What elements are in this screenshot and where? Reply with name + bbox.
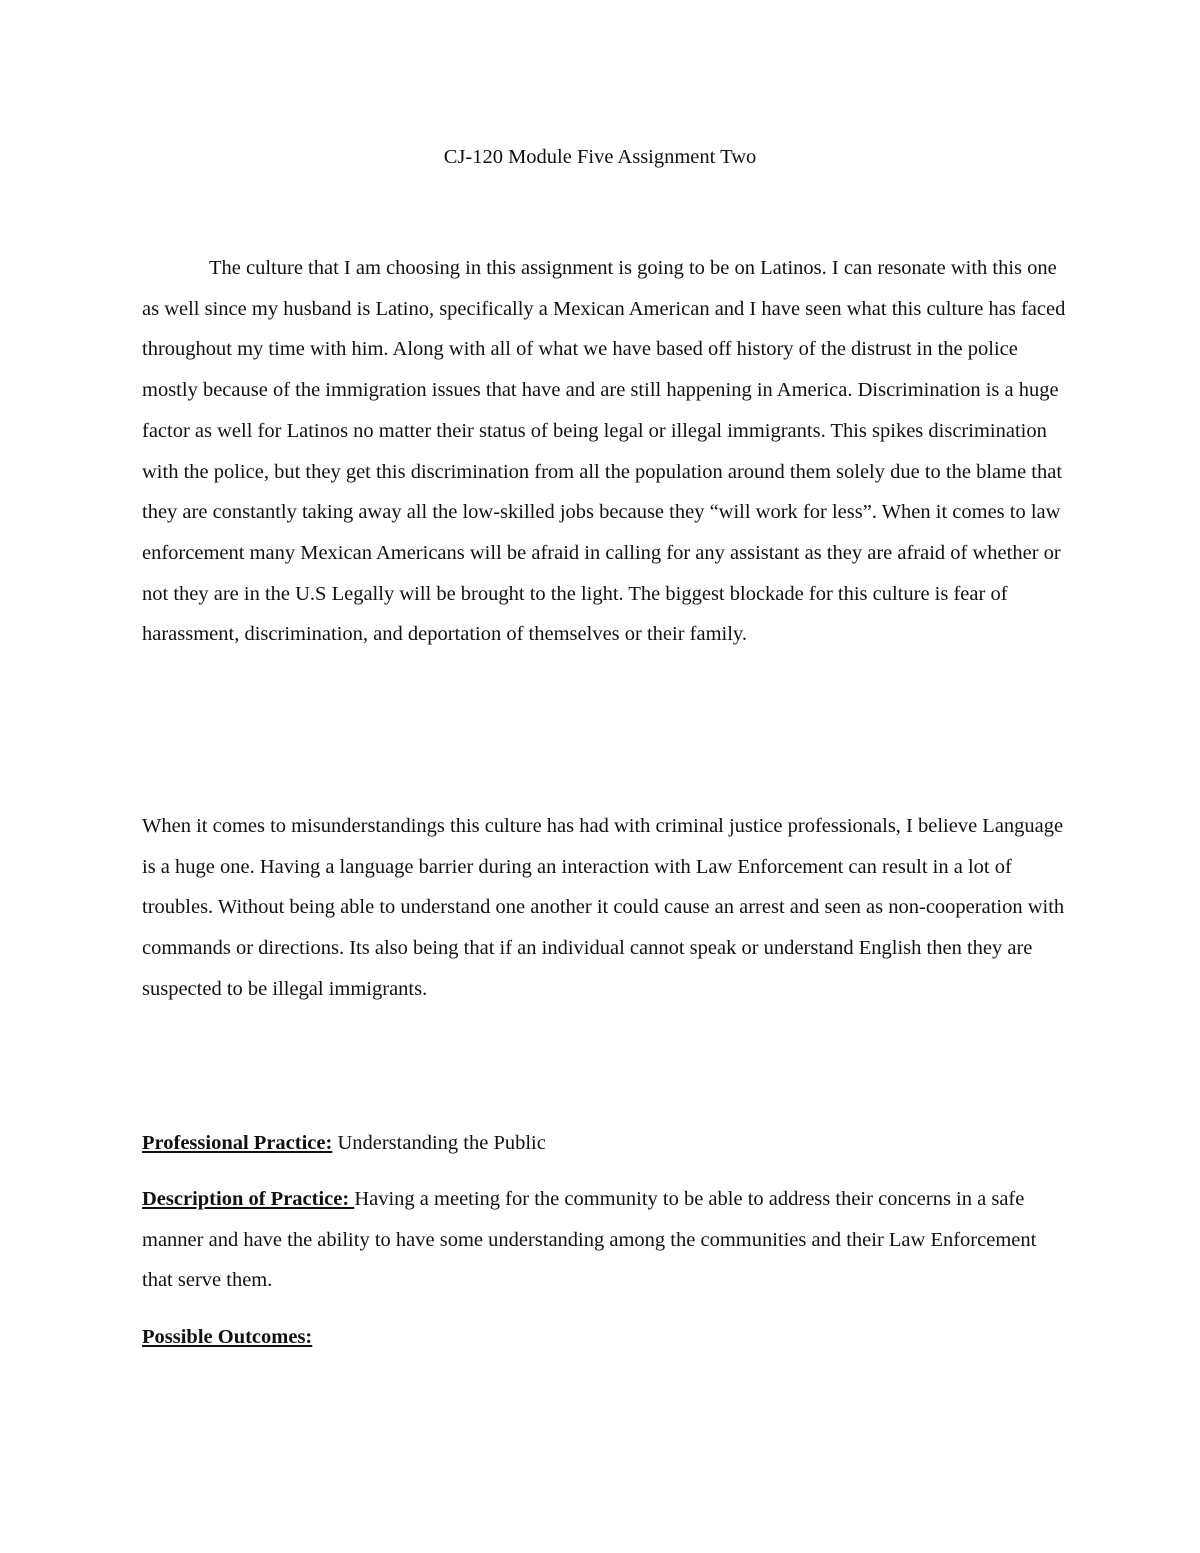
document-title: CJ-120 Module Five Assignment Two (443, 146, 757, 168)
description-of-practice-value: Having a meeting for the community to be able to address their concerns in a safe manner and have the ability to have some understanding among the communities and their Law Enforcement that serve them. (142, 1188, 1037, 1292)
body-paragraph-culture: The culture that I am choosing in this assignment is going to be on Latinos. I can resonate with this one as well since my husband is Latino, specifically a Mexican American and I have seen what this culture has faced throughout my time with him. Along with all of what we have based off history of the distrust in the police mostly because of the immigration issues that have and are still happening in America. Discrimination is a huge factor as well for Latinos no matter their status of being legal or illegal immigrants. This spikes discrimination with the police, but they get this discrimination from all the population around them solely due to the blame that they are constantly taking away all the low-skilled jobs because they “will work for less”. When it comes to law enforcement many Mexican Americans will be afraid in calling for any assistant as they are afraid of whether or not they are in the U.S Legally will be brought to the light. The biggest blockade for this culture is fear of harassment, discrimination, and deportation of themselves or their family. (142, 257, 1066, 646)
description-of-practice-field (142, 1179, 1072, 1301)
professional-practice-field (142, 1123, 1072, 1164)
professional-practice-label: Professional Practice: (142, 1132, 333, 1154)
professional-practice-value: Understanding the Public (332, 1132, 546, 1154)
description-of-practice-label: Description of Practice: (142, 1188, 355, 1210)
possible-outcomes-label: Possible Outcomes: (142, 1326, 313, 1348)
body-paragraph-misunderstandings: When it comes to misunderstandings this culture has had with criminal justice professionals, I believe Language is a huge one. Having a language barrier during an interaction with Law Enforcement can result in a lot of troubles. Without being able to understand one another it could cause an arrest and seen as non-cooperation with commands or directions. Its also being that if an individual cannot speak or understand English then they are suspected to be illegal immigrants. (142, 815, 1065, 1000)
possible-outcomes-field (142, 1317, 1072, 1358)
